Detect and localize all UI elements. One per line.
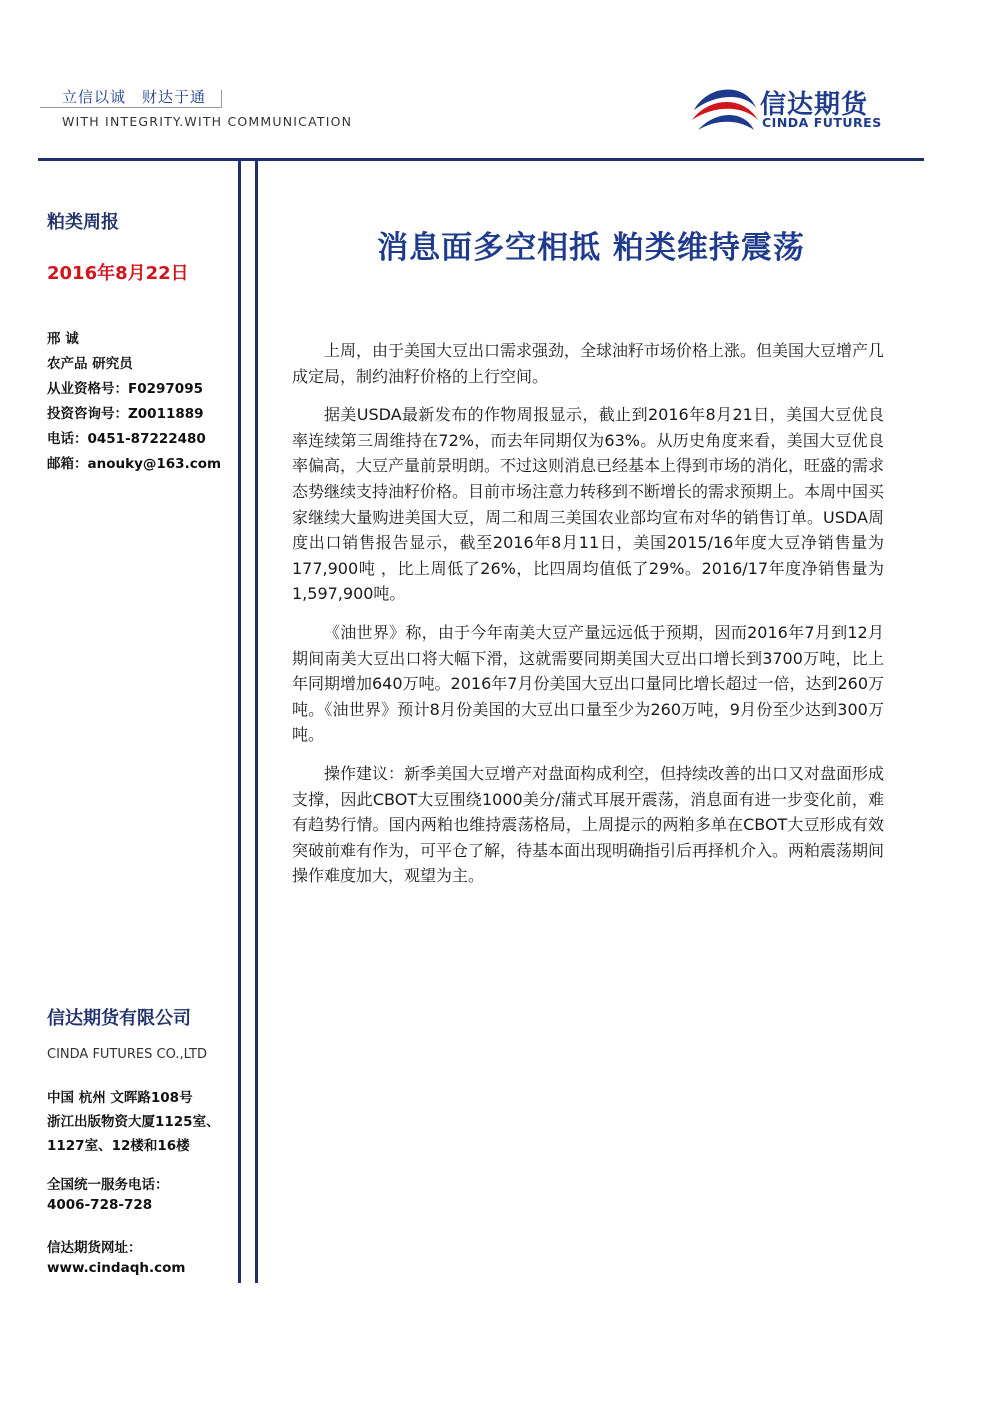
website-link[interactable]: www.cindaqh.com <box>47 1260 186 1276</box>
slogan-en: WITH INTEGRITY.WITH COMMUNICATION <box>62 114 353 129</box>
slogan-divider <box>221 90 222 108</box>
company-address-line-3: 1127室、12楼和16楼 <box>47 1138 190 1154</box>
body-paragraph-1: 上周，由于美国大豆出口需求强劲，全球油籽市场价格上涨。但美国大豆增产几成定局，制约油籽价格的上行空间。 <box>292 341 885 386</box>
analyst-qualification: 从业资格号：F0297095 <box>47 381 203 397</box>
company-name-en: CINDA FUTURES CO.,LTD <box>47 1047 207 1062</box>
company-name-cn: 信达期货有限公司 <box>47 1008 191 1029</box>
analyst-title: 农产品 研究员 <box>47 356 133 372</box>
hotline-label: 全国统一服务电话： <box>47 1177 169 1193</box>
slogan-cn: 立信以诚 财达于通 <box>62 88 207 106</box>
analyst-consult-number: 投资咨询号：Z0011889 <box>47 406 204 422</box>
company-address-line-1: 中国 杭州 文晖路108号 <box>47 1090 193 1106</box>
analyst-phone: 电话：0451-87222480 <box>47 431 206 447</box>
report-body <box>292 338 884 902</box>
sidebar-rule-right <box>255 158 258 1283</box>
website-label: 信达期货网址： <box>47 1240 142 1256</box>
analyst-name: 邢 诚 <box>47 331 79 347</box>
sidebar-rule-left <box>238 158 241 1283</box>
company-address-line-2: 浙江出版物资大厦1125室、 <box>47 1114 220 1130</box>
report-date: 2016年8月22日 <box>47 263 189 284</box>
report-headline: 消息面多空相抵 粕类维持震荡 <box>377 230 805 266</box>
analyst-email[interactable]: 邮箱：anouky@163.com <box>47 456 222 472</box>
report-type: 粕类周报 <box>47 212 119 233</box>
body-paragraph-4: 操作建议：新季美国大豆增产对盘面构成利空，但持续改善的出口又对盘面形成支撑，因此CBOT大豆围绕1000美分/蒲式耳展开震荡，消息面有进一步变化前，难有趋势行情。国内两粕也维持震荡格局，上周提示的两粕多单在CBOT大豆形成有效突破前难有作为，可平仓了解，待基本面出现明确指引后再择机介入。两粕震荡期间操作难度加大，观望为主。 <box>292 763 885 886</box>
header-rule <box>38 158 924 161</box>
brand-name-cn: 信达期货 <box>760 90 869 120</box>
brand-name-en: CINDA FUTURES <box>762 115 882 130</box>
body-paragraph-2: 据美USDA最新发布的作物周报显示，截止到2016年8月21日，美国大豆优良率连续第三周维持在72%，而去年同期仅为63%。从历史角度来看，美国大豆优良率偏高，大豆产量前景明朗。不过这则消息已经基本上得到市场的消化，旺盛的需求态势继续支持油籽价格。目前市场注意力转移到不断增长的需求预期上。本周中国买家继续大量购进美国大豆，周二和周三美国农业部均宣布对华的销售订单。USDA周度出口销售报告显示，截至2016年8月11日，美国2015/16年度大豆净销售量为177,900吨 ，比上周低了26%，比四周均值低了29%。2016/17年度净销售量为1,597,900吨。 <box>292 405 885 604</box>
body-paragraph-3: 《油世界》称，由于今年南美大豆产量远远低于预期，因而2016年7月到12月期间南美大豆出口将大幅下滑，这就需要同期美国大豆出口增长到3700万吨，比上年同期增加640万吨。2016年7月份美国大豆出口量同比增长超过一倍，达到260万吨。《油世界》预计8月份美国的大豆出口量至少为260万吨，9月份至少达到300万吨。 <box>292 622 884 745</box>
slogan-underline <box>40 107 222 108</box>
hotline-number: 4006-728-728 <box>47 1197 153 1213</box>
